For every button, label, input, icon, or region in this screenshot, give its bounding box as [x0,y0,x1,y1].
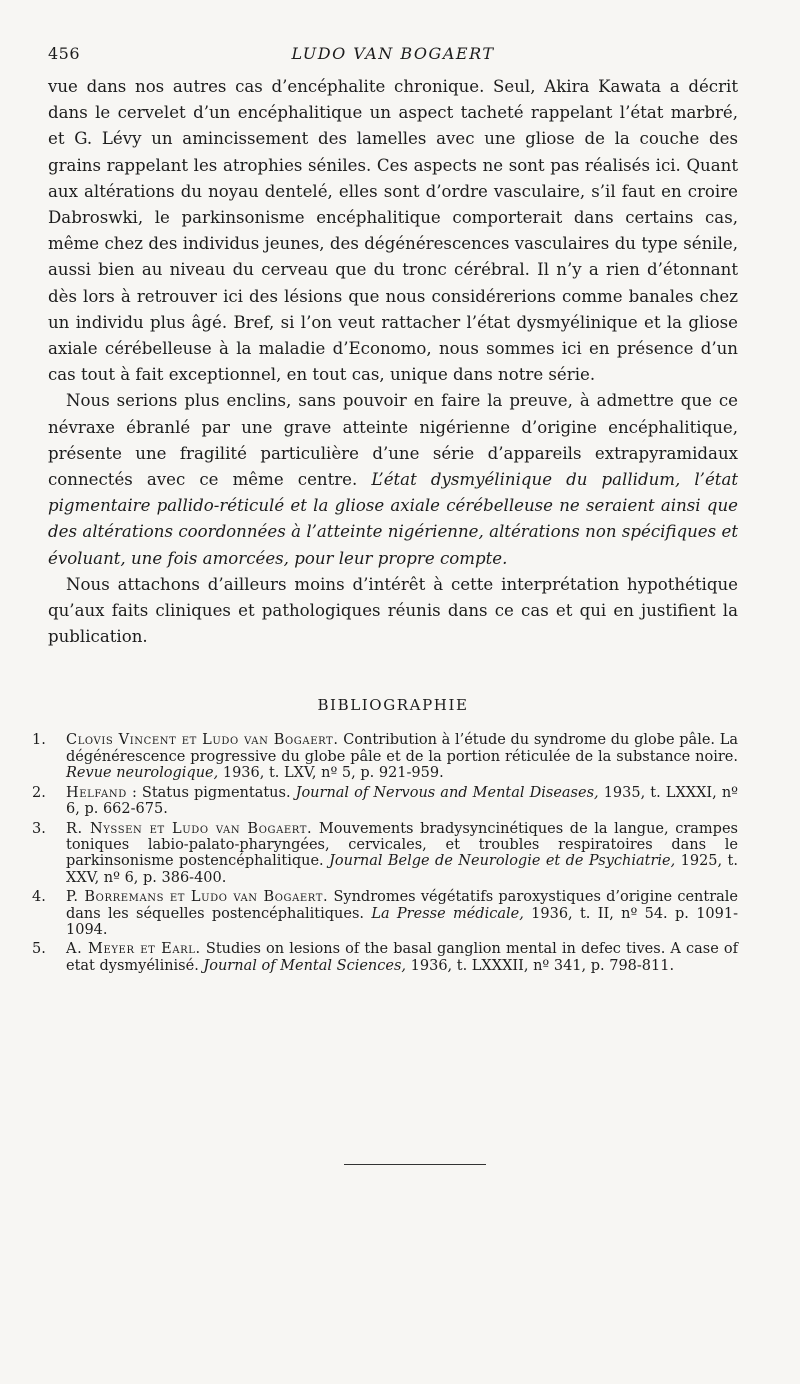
end-rule-divider [344,1164,486,1165]
reference-journal: Journal Belge de Neurologie et de Psychiatrie, [329,853,676,870]
reference-authors: R. Nyssen et Ludo van Bogaert. [66,820,313,837]
paragraph-1: vue dans nos autres cas d’encéphalite chronique. Seul, Akira Kawata a décrit dans le cervelet d’un encéphalitique un aspect tacheté rappelant l’état marbré, et G. Lévy un amincissement des lamelles avec une gliose de la couche des grains rappelant les atrophies séniles. Ces aspects ne sont pas réalisés ici. Quant aux altérations du noyau dentelé, elles sont d’ordre vasculaire, s’il faut en croire Dabroswki, le parkinsonisme encéphalitique comporterait dans certains cas, même chez des individus jeunes, des dégénérescences vasculaires du type sénile, aussi bien au niveau du cerveau que du tronc cérébral. Il n’y a rien d’étonnant dès lors à retrouver ici des lésions que nous considérerions comme banales chez un individu plus âgé. Bref, si l’on veut rattacher l’état dysmyélinique et la gliose axiale cérébelleuse à la maladie d’Economo, nous sommes ici en présence d’un cas tout à fait exceptionnel, en tout cas, unique dans notre série. [48,77,738,385]
reference-number: 1. [32,732,46,749]
paragraph-2 [48,388,738,571]
reference-journal: La Presse médicale, [371,905,524,922]
page-number: 456 [48,44,81,63]
paragraph-2-italic: L’état dysmyélinique du pallidum, l’état pigmentaire pallido-réticulé et la gliose axiale cérébelleuse ne seraient ainsi que des altérations coordonnées à l’atteinte nigérienne, altérations non spécifiques et évoluant, une fois amorcées, pour leur propre compte. [48,470,739,568]
reference-journal: Journal of Nervous and Mental Diseases, [295,784,599,801]
reference-tail: 1925, t. XXV, nº 6, p. 386-400. [66,853,738,886]
reference-number: 3. [32,820,46,837]
reference-text: Studies on lesions of the basal ganglion mental in defec tives. A case of etat dysmyélinisé. [66,941,738,974]
reference-authors: A. Meyer et Earl. [66,941,201,958]
reference-authors: P. Borremans et Ludo van Bogaert. [66,889,329,906]
page [32,38,739,977]
paragraph-2-text: Nous serions plus enclins, sans pouvoir en faire la preuve, à admettre que ce névraxe ébranlé par une grave atteinte nigérienne d’origine encéphalitique, présente une fragilité particulière d’une série d’appareils extrapyramidaux connectés avec ce même centre. [48,391,738,490]
reference-4 [32,889,738,938]
reference-1 [32,732,738,782]
reference-authors: Clovis Vincent et Ludo van Bogaert. [66,732,339,749]
reference-5 [32,941,738,974]
paragraph-3: Nous attachons d’ailleurs moins d’intérêt à cette interprétation hypothétique qu’aux faits cliniques et pathologiques réunis dans ce cas et qui en justifient la publication. [48,574,738,647]
reference-2 [32,784,738,818]
reference-text: Syndromes végétatifs paroxystiques d’origine centrale dans les séquelles postencéphalitiques. [66,889,738,922]
bibliography-title: BIBLIOGRAPHIE [317,696,469,715]
reference-text: Mouvements bradysyncinétiques de la langue, crampes toniques labio-palato-pharyngées, cervicales, et troubles respiratoires dans le parkinsonisme postencéphalitique. [66,820,738,870]
reference-tail: 1935, t. LXXXI, nº 6, p. 662-675. [66,784,738,818]
reference-authors: Helfand [66,784,127,801]
reference-number: 2. [32,784,46,801]
reference-number: 4. [32,889,46,906]
running-head [48,38,738,74]
running-title: LUDO VAN BOGAERT [291,44,495,63]
reference-tail: 1936, t. LXV, nº 5, p. 921-959. [218,765,444,782]
reference-journal: Revue neurologique, [66,765,219,782]
reference-text: : Status pigmentatus. [126,784,296,801]
reference-text: Contribution à l’étude du syndrome du globe pâle. La dégénérescence progressive du globe pâle et de la portion réticulée de la substance noire. [66,732,738,765]
reference-journal: Journal of Mental Sciences, [203,957,407,974]
reference-number: 5. [32,941,46,958]
bibliography-list [32,732,738,974]
reference-tail: 1936, t. II, nº 54. p. 1091-1094. [66,905,738,938]
reference-3 [32,820,738,887]
reference-tail: 1936, t. LXXXII, nº 341, p. 798-811. [406,957,675,974]
